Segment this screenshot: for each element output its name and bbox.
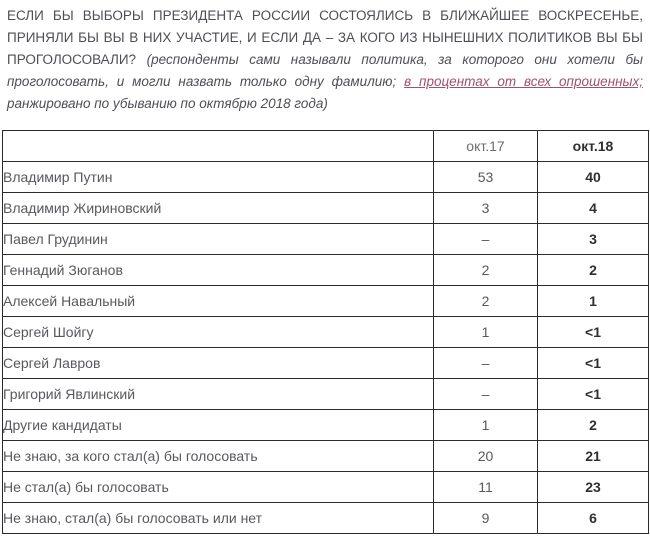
table-row bbox=[3, 224, 649, 255]
question-line-1 bbox=[7, 5, 643, 27]
table-row bbox=[3, 317, 649, 348]
table-row bbox=[3, 286, 649, 317]
value-oct18: 2 bbox=[538, 410, 649, 441]
value-oct17: – bbox=[434, 379, 538, 410]
table-row bbox=[3, 503, 649, 534]
poll-report bbox=[0, 5, 650, 534]
value-oct18: <1 bbox=[538, 348, 649, 379]
value-oct17: 1 bbox=[434, 410, 538, 441]
table-row bbox=[3, 472, 649, 503]
value-oct17: 3 bbox=[434, 193, 538, 224]
value-oct18: 4 bbox=[538, 193, 649, 224]
value-oct18: 23 bbox=[538, 472, 649, 503]
value-oct18: 40 bbox=[538, 162, 649, 193]
value-oct18: <1 bbox=[538, 379, 649, 410]
value-oct17: 1 bbox=[434, 317, 538, 348]
value-oct18: 1 bbox=[538, 286, 649, 317]
table-header-row bbox=[3, 131, 649, 162]
table-row bbox=[3, 348, 649, 379]
value-oct17: – bbox=[434, 224, 538, 255]
percent-of-respondents-link[interactable]: в процентах от всех опрошенных; bbox=[404, 74, 643, 89]
question-italic-text-1: (респонденты сами называли политика, за которого они хотели бы bbox=[146, 52, 643, 67]
candidate-name: Владимир Жириновский bbox=[3, 193, 434, 224]
answer-option: Не знаю, за кого стал(а) бы голосовать bbox=[3, 441, 434, 472]
header-empty-cell bbox=[3, 131, 434, 162]
value-oct17: – bbox=[434, 348, 538, 379]
question-upper-text-3: ПРОГОЛОСОВАЛИ? bbox=[7, 52, 137, 67]
table-row bbox=[3, 255, 649, 286]
table-row bbox=[3, 193, 649, 224]
value-oct17: 53 bbox=[434, 162, 538, 193]
value-oct17: 20 bbox=[434, 441, 538, 472]
question-line-5 bbox=[7, 93, 643, 115]
table-row bbox=[3, 379, 649, 410]
candidate-name: Алексей Навальный bbox=[3, 286, 434, 317]
question-line-3 bbox=[7, 49, 643, 71]
candidate-name: Сергей Лавров bbox=[3, 348, 434, 379]
value-oct17: 9 bbox=[434, 503, 538, 534]
header-oct17: окт.17 bbox=[434, 131, 538, 162]
candidate-name: Владимир Путин bbox=[3, 162, 434, 193]
value-oct18: 2 bbox=[538, 255, 649, 286]
value-oct17: 11 bbox=[434, 472, 538, 503]
value-oct17: 2 bbox=[434, 286, 538, 317]
table-row bbox=[3, 441, 649, 472]
question-upper-text-2: ПРИНЯЛИ БЫ ВЫ В НИХ УЧАСТИЕ, И ЕСЛИ ДА – ЗА КОГО ИЗ НЫНЕШНИХ ПОЛИТИКОВ ВЫ БЫ bbox=[7, 30, 643, 45]
candidate-name: Геннадий Зюганов bbox=[3, 255, 434, 286]
question-italic-text-3: ранжировано по убыванию по октябрю 2018 года) bbox=[7, 96, 328, 111]
answer-option: Не знаю, стал(а) бы голосовать или нет bbox=[3, 503, 434, 534]
candidate-name: Сергей Шойгу bbox=[3, 317, 434, 348]
survey-question bbox=[7, 5, 643, 115]
table-row bbox=[3, 410, 649, 441]
question-italic-text-2: проголосовать, и могли назвать только одну фамилию; bbox=[7, 74, 397, 89]
question-upper-text-1: ЕСЛИ БЫ ВЫБОРЫ ПРЕЗИДЕНТА РОССИИ СОСТОЯЛИСЬ В БЛИЖАЙШЕЕ ВОСКРЕСЕНЬЕ, bbox=[7, 8, 643, 23]
value-oct18: 3 bbox=[538, 224, 649, 255]
value-oct17: 2 bbox=[434, 255, 538, 286]
table-row bbox=[3, 162, 649, 193]
candidate-name: Григорий Явлинский bbox=[3, 379, 434, 410]
value-oct18: <1 bbox=[538, 317, 649, 348]
question-line-2 bbox=[7, 27, 643, 49]
answer-option: Не стал(а) бы голосовать bbox=[3, 472, 434, 503]
poll-results-table bbox=[2, 130, 649, 534]
question-line-4 bbox=[7, 71, 643, 93]
candidate-name: Другие кандидаты bbox=[3, 410, 434, 441]
value-oct18: 21 bbox=[538, 441, 649, 472]
value-oct18: 6 bbox=[538, 503, 649, 534]
candidate-name: Павел Грудинин bbox=[3, 224, 434, 255]
header-oct18: окт.18 bbox=[538, 131, 649, 162]
